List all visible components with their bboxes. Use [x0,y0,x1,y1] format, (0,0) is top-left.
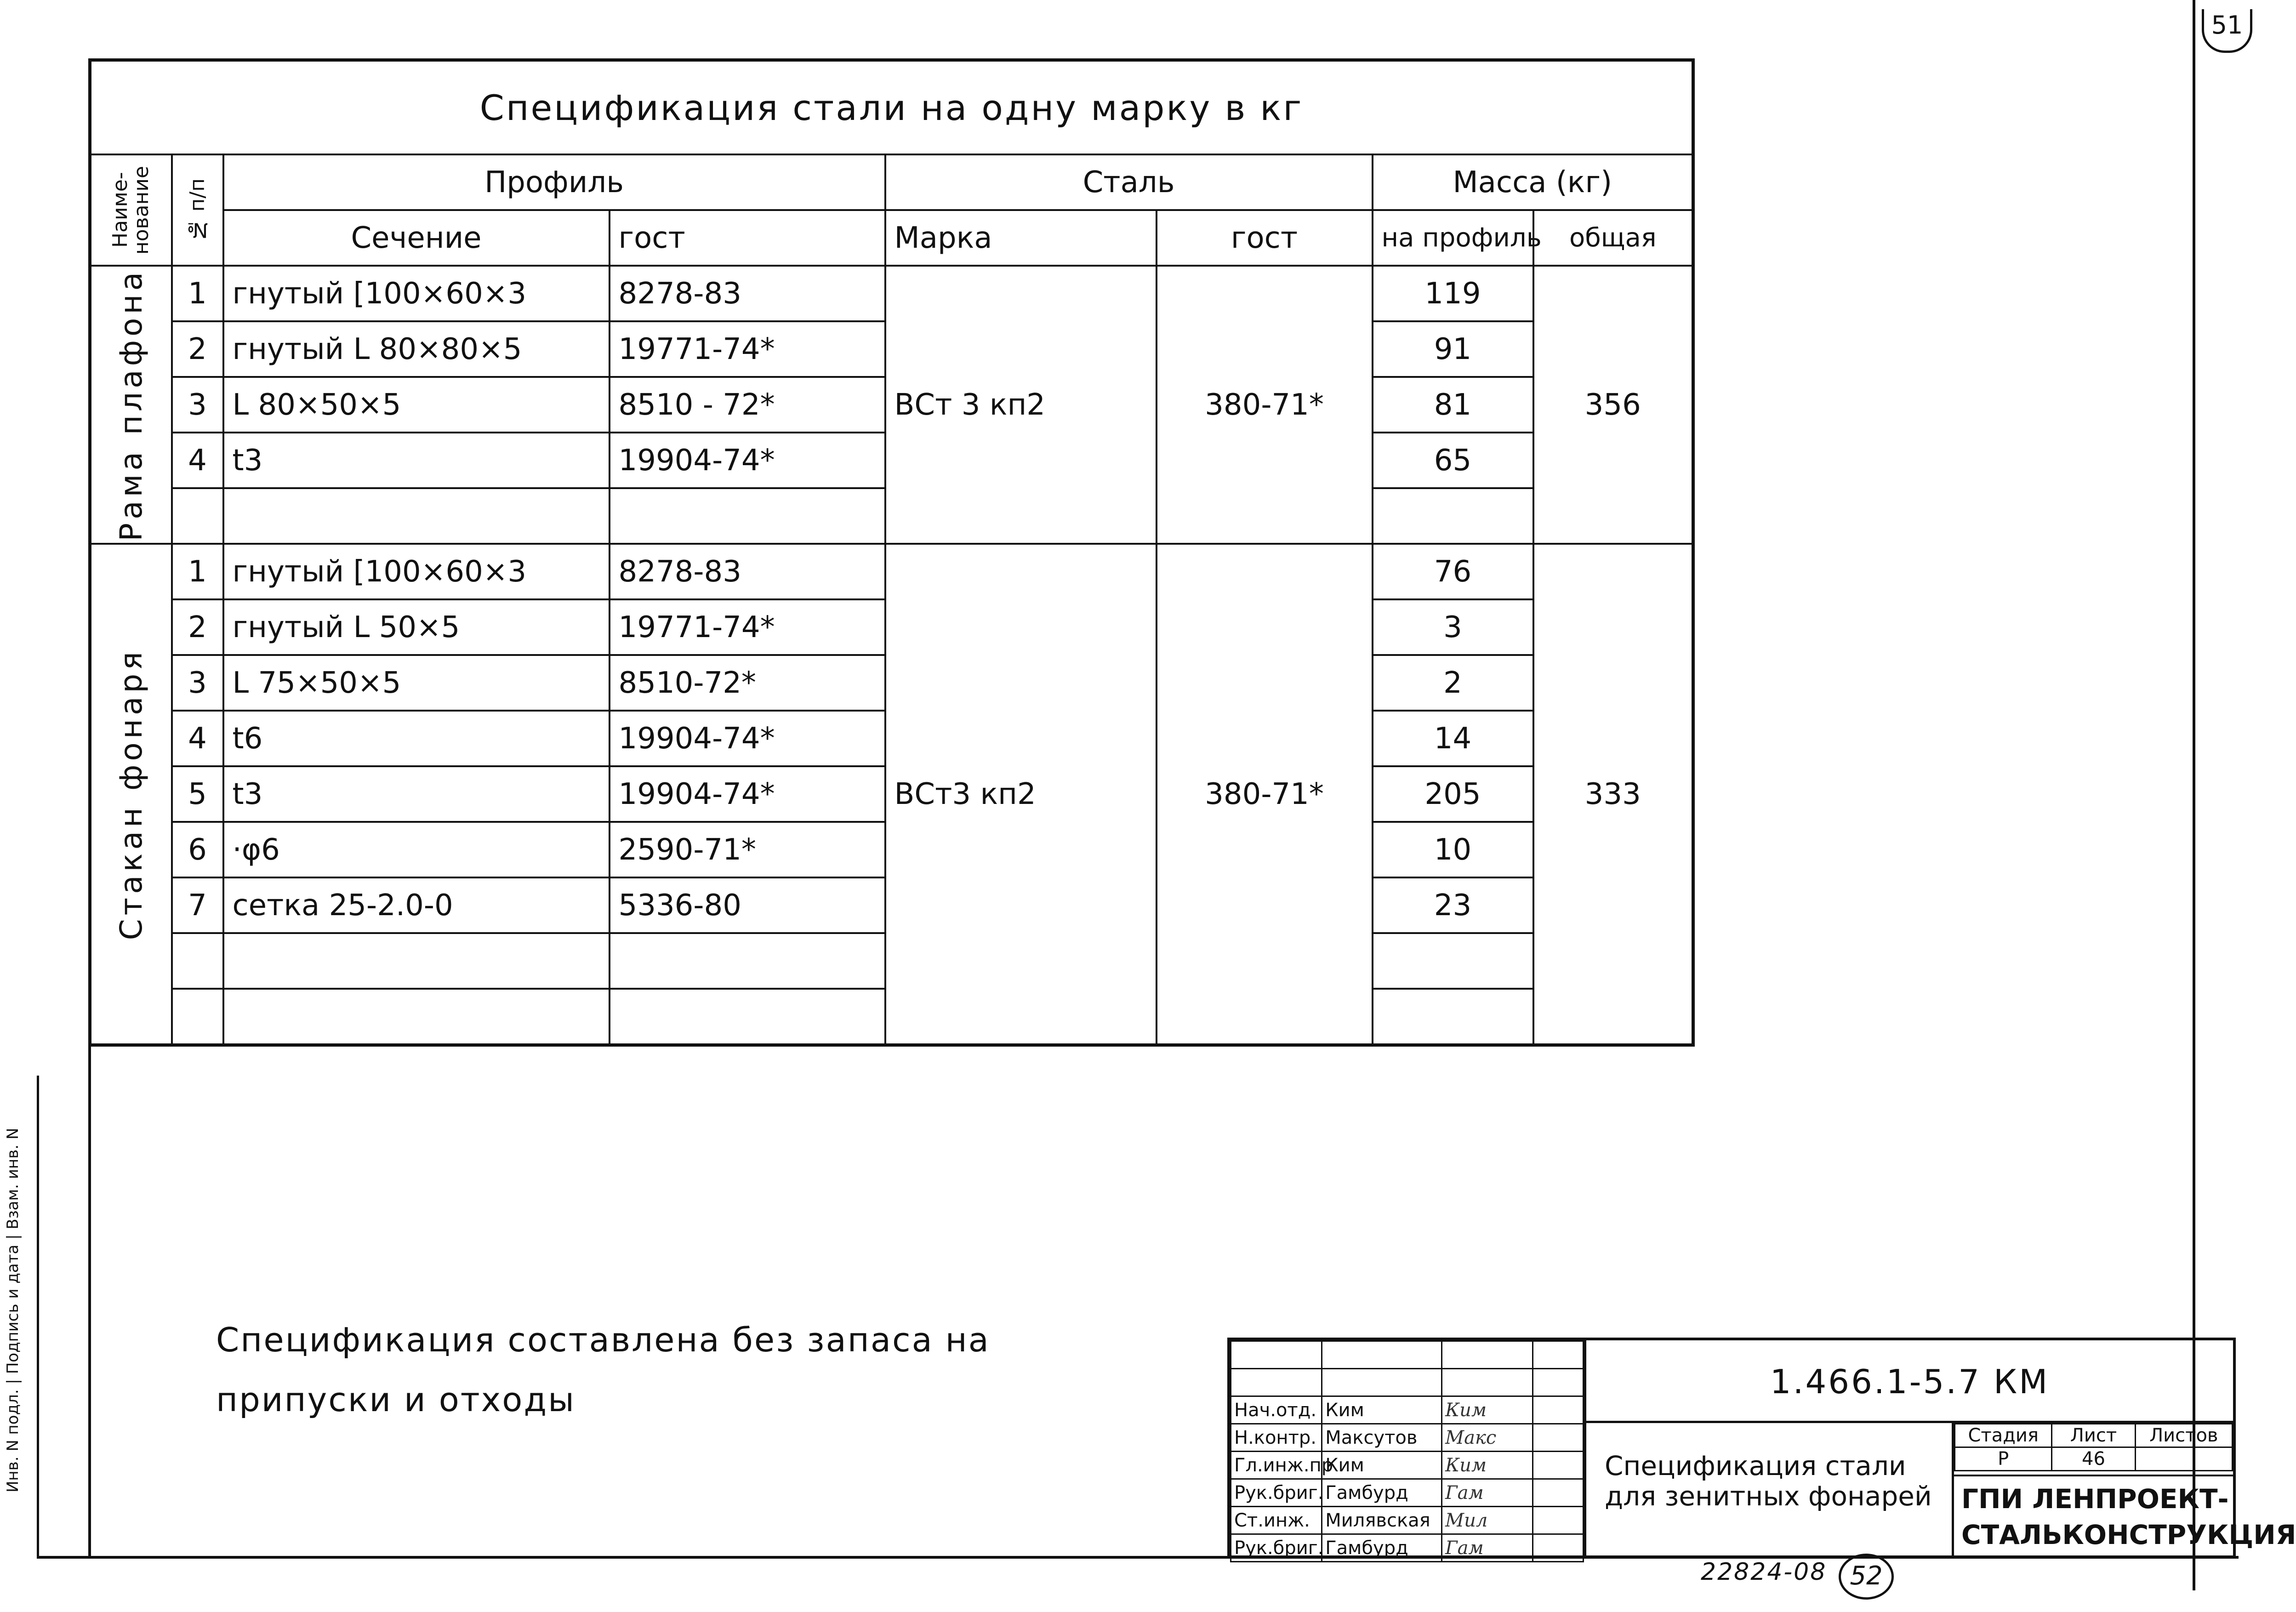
signer-role: Рук.бриг. [1231,1479,1322,1507]
group-total: 333 [1533,544,1693,1045]
signature: Ким [1442,1396,1533,1424]
row-number [172,933,223,989]
frame-left-vertical [88,993,91,1558]
row-gost: 5336-80 [610,877,885,933]
signer-name: Гамбурд [1322,1534,1442,1562]
header-name [90,154,172,266]
signer-name: Ким [1322,1396,1442,1424]
signer-row [1231,1534,1584,1562]
row-gost [610,933,885,989]
page-number-badge: 52 [1839,1554,1894,1600]
row-number [172,989,223,1045]
signer-row [1231,1424,1584,1452]
document-description: Спецификация стали для зенитных фонарей [1584,1423,1952,1555]
row-mass: 2 [1373,655,1533,711]
stage-label: Стадия [1955,1424,2052,1447]
organization-name: ГПИ ЛЕНПРОЕКТ-СТАЛЬКОНСТРУКЦИЯ [1954,1475,2233,1555]
row-section [223,989,610,1045]
signer-name: Ким [1322,1452,1442,1479]
signature: Мил [1442,1507,1533,1534]
row-gost: 2590-71* [610,822,885,877]
row-number: 2 [172,321,223,377]
row-mass: 14 [1373,711,1533,766]
header-mass: Масса (кг) [1373,154,1693,210]
row-gost: 8510-72* [610,655,885,711]
signature: Макс [1442,1424,1533,1452]
row-section: L 80×50×5 [223,377,610,433]
row-mass: 65 [1373,433,1533,488]
signer-name: Гамбурд [1322,1479,1442,1507]
stage-value: Р [1955,1447,2052,1471]
steel-spec-table [88,58,1695,1047]
signer-role: Нач.отд. [1231,1396,1322,1424]
header-per-profile: на профиль [1373,210,1533,266]
row-section [223,933,610,989]
row-mass: 10 [1373,822,1533,877]
header-steel: Сталь [885,154,1373,210]
row-number: 2 [172,599,223,655]
row-mass: 81 [1373,377,1533,433]
signer-role: Рук.бриг. [1231,1534,1322,1562]
signer-role: Гл.инж.пр [1231,1452,1322,1479]
group-total: 356 [1533,266,1693,544]
row-section: гнутый L 80×80×5 [223,321,610,377]
signer-row [1231,1507,1584,1534]
row-mass [1373,989,1533,1045]
group-steel-gost: 380-71* [1157,266,1373,544]
row-section: t3 [223,766,610,822]
signature: Гам [1442,1479,1533,1507]
group-name-cell [90,544,172,1045]
header-total: общая [1533,210,1693,266]
table-row [90,266,1693,321]
header-steel-gost: гост [1157,210,1373,266]
table-row [90,544,1693,599]
row-section [223,488,610,544]
sheet-number-top: 51 [2202,9,2252,53]
document-number: 22824-08 [1701,1558,1827,1586]
row-number: 1 [172,266,223,321]
sheet-label: Лист [2052,1424,2135,1447]
group-name-cell [90,266,172,544]
row-gost: 8510 - 72* [610,377,885,433]
header-grade: Марка [885,210,1157,266]
row-mass: 119 [1373,266,1533,321]
signature: Ким [1442,1452,1533,1479]
header-num [172,154,223,266]
row-mass [1373,488,1533,544]
side-inventory-stamp: Инв. N подл. | Подпись и дата | Взам. инв. N [4,1128,22,1492]
document-code: 1.466.1-5.7 КМ [1584,1340,2233,1423]
row-gost: 19904-74* [610,711,885,766]
sheets-label: Листов [2135,1424,2232,1447]
signer-role: Ст.инж. [1231,1507,1322,1534]
row-section: гнутый [100×60×3 [223,544,610,599]
row-number: 6 [172,822,223,877]
row-number: 5 [172,766,223,822]
row-mass: 205 [1373,766,1533,822]
group-steel-gost: 380-71* [1157,544,1373,1045]
row-gost: 8278-83 [610,544,885,599]
header-num-label: № п/п [186,178,209,242]
row-number: 3 [172,377,223,433]
row-section: гнутый L 50×5 [223,599,610,655]
sheet-value: 46 [2052,1447,2135,1471]
header-profile: Профиль [223,154,885,210]
row-gost: 19904-74* [610,433,885,488]
frame-left-line [37,1076,39,1558]
signer-name: Максутов [1322,1424,1442,1452]
row-number: 7 [172,877,223,933]
row-mass: 3 [1373,599,1533,655]
signatures-table [1230,1340,1584,1562]
group-name: Стакан фонаря [113,648,149,940]
sheets-value [2135,1447,2232,1471]
signature: Гам [1442,1534,1533,1562]
row-mass: 76 [1373,544,1533,599]
table-title: Спецификация стали на одну марку в кг [90,60,1693,155]
group-name: Рама плафона [113,268,149,541]
row-gost [610,488,885,544]
row-gost: 19771-74* [610,321,885,377]
row-gost [610,989,885,1045]
row-gost: 19904-74* [610,766,885,822]
specification-note: Спецификация составлена без запаса на припуски и отходы [216,1321,990,1419]
row-mass: 23 [1373,877,1533,933]
row-number [172,488,223,544]
stage-sheet-block [1952,1423,2296,1555]
header-name-label: Наиме-нование [108,165,154,255]
row-section: ·φ6 [223,822,610,877]
row-section: гнутый [100×60×3 [223,266,610,321]
row-section: t3 [223,433,610,488]
header-gost: гост [610,210,885,266]
row-number: 4 [172,433,223,488]
row-gost: 19771-74* [610,599,885,655]
row-section: t6 [223,711,610,766]
group-grade: ВСт3 кп2 [885,544,1157,1045]
stage-table [1954,1423,2233,1471]
row-number: 3 [172,655,223,711]
signer-row [1231,1452,1584,1479]
row-section: сетка 25-2.0-0 [223,877,610,933]
header-section: Сечение [223,210,610,266]
signer-row [1231,1396,1584,1424]
signer-row [1231,1479,1584,1507]
group-grade: ВСт 3 кп2 [885,266,1157,544]
row-number: 1 [172,544,223,599]
row-mass [1373,933,1533,989]
row-mass: 91 [1373,321,1533,377]
row-gost: 8278-83 [610,266,885,321]
signer-name: Милявская [1322,1507,1442,1534]
signer-role: Н.контр. [1231,1424,1322,1452]
row-number: 4 [172,711,223,766]
title-block [1227,1338,2296,1559]
row-section: L 75×50×5 [223,655,610,711]
